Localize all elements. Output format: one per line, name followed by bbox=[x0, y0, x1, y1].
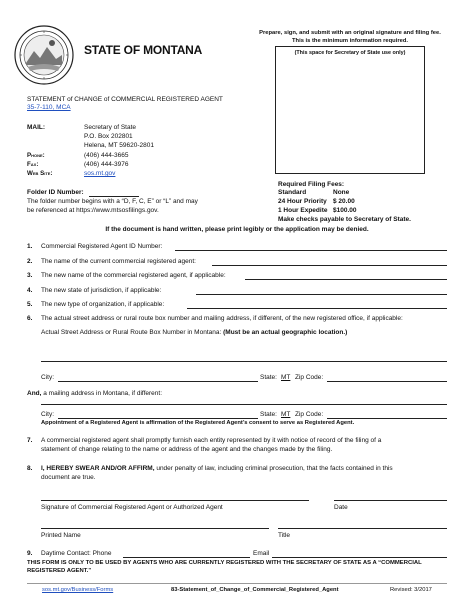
phone-value: (406) 444-3665 bbox=[84, 152, 129, 159]
submit-instruction-1: Prepare, sign, and submit with an original signature and filing fee. bbox=[259, 30, 441, 36]
revised-date: Revised: 3/2017 bbox=[390, 587, 432, 593]
page-title: STATE OF MONTANA bbox=[84, 43, 203, 57]
item-3-label: The new name of the commercial registered agent, if applicable: bbox=[41, 272, 226, 279]
usage-note-1: THIS FORM IS ONLY TO BE USED BY AGENTS WHO ARE CURRENTLY REGISTERED WITH THE SECRETARY OF STATE AS A “COMMERCIAL bbox=[27, 560, 422, 566]
item-3-number: 3. bbox=[27, 272, 33, 279]
sos-use-label: (This space for Secretary of State use only) bbox=[294, 50, 406, 56]
state2-value: MT bbox=[281, 411, 291, 418]
state-label: State: bbox=[260, 374, 277, 381]
zip-label: Zip Code: bbox=[295, 374, 324, 381]
signature-input[interactable] bbox=[41, 500, 309, 501]
mail-line-3: Helena, MT 59620-2801 bbox=[84, 142, 154, 149]
signature-label: Signature of Commercial Registered Agent or Authorized Agent bbox=[41, 504, 223, 511]
date-input[interactable] bbox=[334, 500, 447, 501]
footer-rule bbox=[27, 583, 447, 584]
sos-use-box bbox=[275, 46, 425, 174]
item-7-number: 7. bbox=[27, 437, 33, 444]
state2-label: State: bbox=[260, 411, 277, 418]
item-6-label: The actual street address or rural route box number and mailing address, if different, of the new registered office, if applicable: bbox=[41, 315, 403, 322]
item-9-number: 9. bbox=[27, 550, 33, 557]
item-8-text: under penalty of law, including criminal prosecution, that the facts contained in this bbox=[156, 465, 393, 472]
item-2-label: The name of the current commercial registered agent: bbox=[41, 258, 196, 265]
date-label: Date bbox=[334, 504, 348, 511]
street-address-label bbox=[41, 329, 347, 337]
mailing-address-label bbox=[27, 390, 162, 398]
item-1-number: 1. bbox=[27, 243, 33, 250]
state-value: MT bbox=[281, 374, 291, 381]
fax-label: Fax: bbox=[27, 161, 39, 168]
street-address-label-text: Actual Street Address or Rural Route Box Number in Montana: bbox=[41, 329, 222, 336]
item-8-oath: I, HEREBY SWEAR AND/OR AFFIRM, bbox=[41, 465, 155, 472]
fee-expedite-label: 1 Hour Expedite bbox=[278, 207, 328, 214]
email-input[interactable] bbox=[272, 557, 447, 558]
folder-note-1: The folder number begins with a “D, F, C, E” or “L” and may bbox=[27, 198, 198, 205]
item-5-number: 5. bbox=[27, 301, 33, 308]
new-agent-name-input[interactable] bbox=[245, 279, 447, 280]
fee-standard-label: Standard bbox=[278, 189, 307, 196]
printed-name-label: Printed Name bbox=[41, 532, 81, 539]
new-jurisdiction-input[interactable] bbox=[196, 294, 447, 295]
item-8-line-1 bbox=[41, 465, 393, 473]
fax-value: (406) 444-3976 bbox=[84, 161, 129, 168]
usage-note-2: REGISTERED AGENT.” bbox=[27, 568, 92, 574]
item-8-number: 8. bbox=[27, 465, 33, 472]
mailing-address-text: a mailing address in Montana, if different: bbox=[43, 390, 163, 397]
city-label: City: bbox=[41, 374, 54, 381]
item-4-label: The new state of jurisdiction, if applicable: bbox=[41, 287, 162, 294]
zip-input[interactable] bbox=[327, 381, 447, 382]
city2-label: City: bbox=[41, 411, 54, 418]
daytime-contact-label: Daytime Contact: Phone bbox=[41, 550, 112, 557]
appointment-note: Appointment of a Registered Agent is affirmation of the Registered Agent’s consent to serve as Registered Agent. bbox=[41, 420, 355, 426]
web-link[interactable]: sos.mt.gov bbox=[84, 170, 116, 177]
email-label: Email bbox=[253, 550, 270, 557]
item-8-line-2: document are true. bbox=[41, 474, 96, 481]
phone-input[interactable] bbox=[123, 557, 250, 558]
street-address-requirement: (Must be an actual geographic location.) bbox=[223, 329, 348, 336]
new-org-type-input[interactable] bbox=[187, 308, 447, 309]
title-label: Title bbox=[278, 532, 291, 539]
item-5-label: The new type of organization, if applicable: bbox=[41, 301, 165, 308]
forms-link[interactable]: sos.mt.gov/Business/Forms bbox=[42, 587, 114, 593]
form-id: 83-Statement_of_Change_of_Commercial_Registered_Agent bbox=[171, 587, 339, 593]
mailing-address-input[interactable] bbox=[41, 404, 447, 405]
montana-seal-icon bbox=[14, 25, 74, 85]
folder-id-label: Folder ID Number: bbox=[27, 189, 84, 196]
city-input[interactable] bbox=[58, 381, 258, 382]
item-7-line-2: statement of change relating to the name or address of the agent and the changes made by the filing. bbox=[41, 446, 333, 453]
fee-priority-label: 24 Hour Priority bbox=[278, 198, 327, 205]
folder-note-2: be referenced at https://www.mtsosfilings.gov. bbox=[27, 207, 159, 214]
handwritten-note: If the document is hand written, please print legibly or the application may be denied. bbox=[105, 226, 369, 233]
checks-note: Make checks payable to Secretary of State. bbox=[278, 216, 411, 223]
street-address-input[interactable] bbox=[41, 361, 447, 362]
title-input[interactable] bbox=[278, 528, 447, 529]
web-label: Web Site: bbox=[27, 170, 53, 177]
item-4-number: 4. bbox=[27, 287, 33, 294]
item-2-number: 2. bbox=[27, 258, 33, 265]
agent-id-input[interactable] bbox=[175, 250, 447, 251]
folder-id-input[interactable] bbox=[89, 196, 139, 197]
fee-expedite-value: $100.00 bbox=[333, 207, 357, 214]
mail-line-2: P.O. Box 202801 bbox=[84, 133, 133, 140]
phone-label: Phone: bbox=[27, 152, 45, 159]
fee-standard-value: None bbox=[333, 189, 350, 196]
fees-title: Required Filing Fees: bbox=[278, 181, 345, 188]
current-agent-name-input[interactable] bbox=[212, 265, 447, 266]
printed-name-input[interactable] bbox=[41, 528, 269, 529]
item-1-label: Commercial Registered Agent ID Number: bbox=[41, 243, 163, 250]
fee-priority-value: $ 20.00 bbox=[333, 198, 355, 205]
and-label: And, bbox=[27, 390, 42, 397]
item-7-line-1: A commercial registered agent shall promptly furnish each entity represented by it with notice of record of the filing of a bbox=[41, 437, 382, 444]
statute-link[interactable]: 35-7-110, MCA bbox=[27, 104, 71, 111]
mail-label: MAIL: bbox=[27, 124, 46, 131]
submit-instruction-2: This is the minimum information required. bbox=[292, 38, 408, 44]
zip2-label: Zip Code: bbox=[295, 411, 324, 418]
mail-line-1: Secretary of State bbox=[84, 124, 137, 131]
item-6-number: 6. bbox=[27, 315, 33, 322]
form-name: STATEMENT of CHANGE of COMMERCIAL REGISTERED AGENT bbox=[27, 96, 223, 103]
state-seal bbox=[14, 25, 74, 85]
